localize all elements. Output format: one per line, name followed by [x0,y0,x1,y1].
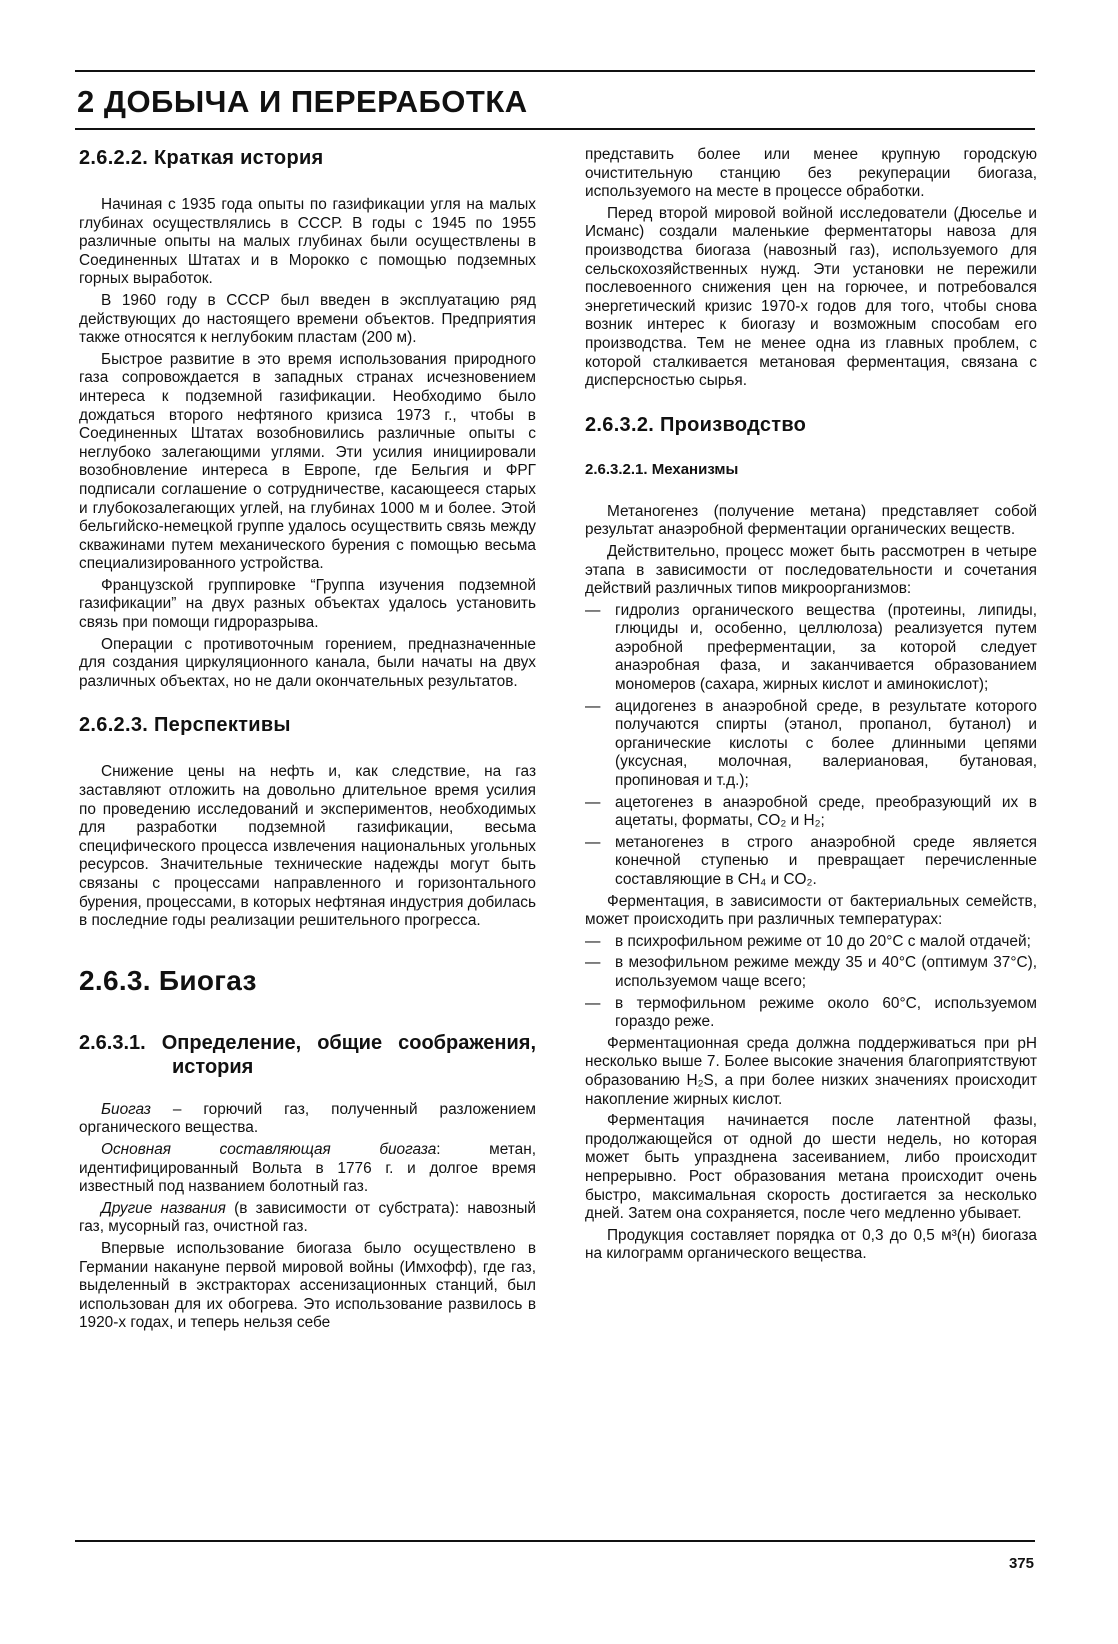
header-bottom-rule [75,128,1035,130]
term: Основная составляющая биогаза [101,1140,437,1158]
term: Другие названия [101,1199,226,1217]
page-number: 375 [1008,1555,1034,1572]
section-heading-history: 2.6.2.2. Краткая история [79,147,324,169]
paragraph: Перед второй мировой войной исследователи (Дюселье и Исманс) создали маленькие ферментаторы навоза для производства биогаза (навозный газ), используемого для сельскохозяйственных нужд. Эти установки не пережили послевоенного снижения цен на горючее, и потребовался энергетический кризис 1970-х годов для того, чтобы снова возник интерес к биогазу и возможным способам его производства. Тем не менее одна из главных проблем, с которой сталкивается метановая ферментация, связана с дисперсностью сырья. [585,204,1037,390]
list-item: — в мезофильном режиме между 35 и 40°С (оптимум 37°С), используемом чаще всего; [585,954,1037,991]
paragraph: Начиная с 1935 года опыты по газификации угля на малых глубинах осуществлялись в СССР. В годы с 1945 по 1955 различные опыты на малых глубинах были осуществлены в Соединенных Штатах и в Мороккo с помощью подземных горных выработок. [79,196,536,288]
list-item: — в психрофильном режиме от 10 до 20°С с малой отдачей; [585,933,1037,952]
paragraph: Продукция составляет порядка от 0,3 до 0,5 м³(н) биогаза на килограмм органического вещества. [585,1226,1037,1263]
list-item: — ацетогенез в анаэробной среде, преобразующий их в ацетаты, форматы, CO₂ и H₂; [585,794,1037,831]
definition-paragraph [79,1101,536,1138]
list-item: — в термофильном режиме около 60°С, используемом гораздо реже. [585,995,1037,1032]
temperature-list [585,933,1037,1032]
header-top-rule [75,70,1035,72]
term: Биогаз [101,1100,151,1118]
section-heading-biogas: 2.6.3. Биогаз [79,964,257,996]
definition-text: – горючий газ, полученный разложением органического вещества. [79,1100,536,1137]
paragraph: Метаногенез (получение метана) представляет собой результат анаэробной ферментации органических веществ. [585,502,1037,539]
stages-list [585,602,1037,890]
section-heading-prospects: 2.6.2.3. Перспективы [79,714,291,737]
definition-text: (в зависимости от субстрата): навозный газ, мусорный газ, очистной газ. [79,1199,536,1236]
subsection-heading-mechanisms: 2.6.3.2.1. Механизмы [585,460,739,478]
paragraph: Быстрое развитие в это время использования природного газа сопровождается в западных странах исчезновением интереса к подземной газификации. Необходимо было дождаться второго нефтяного кризиса 1973 г., чтобы в Соединенных Штатах возобновились различные опыты с неглубоко залегающими углями. Эти усилия инициировали возобновление интереса в Европе, где Бельгия и ФРГ подписали соглашение о сотрудничестве, касающееся старых и глубокозалегающих углей, на глубинах 1000 м и более. Этой бельгийско-немецкой группе удалось осуществить связь между скважинами путем механического бурения с помощью весьма специализированного устройства. [79,350,536,573]
list-item: — гидролиз органического вещества (протеины, липиды, глюциды и, особенно, целлюлоза) реализуется путем аэробной преферментации, за которой следует анаэробная фаза, и заканчивается образованием мономеров (сахара, жирных кислот и аминокислот); [585,602,1037,695]
right-column [585,146,1037,1267]
list-item: — метаногенез в строго анаэробной среде является конечной ступенью и превращает перечисленные составляющие в CH₄ и CO₂. [585,834,1037,890]
paragraph: Ферментация начинается после латентной фазы, продолжающейся от одной до шести недель, но которая может быть упразднена засеиванием, либо происходит непрерывно. Рост образования метана происходит очень быстро, максимальная скорость достигается за несколько дней. Затем она сохраняется, после чего медленно убывает. [585,1112,1037,1223]
section-heading-production: 2.6.3.2. Производство [585,413,807,436]
paragraph: Ферментация, в зависимости от бактериальных семейств, может происходить при различных температурах: [585,892,1037,929]
paragraph: Снижение цены на нефть и, как следствие, на газ заставляют отложить на довольно длительное время усилия по проведению исследований и экспериментов, необходимых для разработки подземной газификации, весьма специфического процесса извлечения национальных угольных ресурсов. Значительные технические надежды могут быть связаны с процессами направленного и горизонтального бурения, процессами, в которых нефтяная индустрия добилась в последние годы реализации решительного прогресса. [79,763,536,930]
paragraph: В 1960 году в СССР был введен в эксплуатацию ряд действующих до настоящего времени объектов. Предприятия также относятся к неглубоким пластам (200 м). [79,291,536,347]
paragraph: Французской группировке “Группа изучения подземной газификации” на двух разных объектах удалось установить связь при помощи гидроразрыва. [79,576,536,632]
paragraph: представить более или менее крупную городскую очистительную станцию без рекуперации биогаза, используемого на месте в процессе обработки. [585,146,1037,201]
paragraph: Операции с противоточным горением, предназначенные для создания циркуляционного канала, были начаты на двух различных объектах, но не дали окончательных результатов. [79,635,536,690]
chapter-title: 2 ДОБЫЧА И ПЕРЕРАБОТКА [77,84,528,119]
definition-paragraph [79,1141,536,1197]
definition-text: : метан, идентифицированный Вольта в 1776 г. и долгое время известный под названием болотный газ. [79,1140,536,1196]
paragraph: Впервые использование биогаза было осуществлено в Германии накануне первой мировой войны (Имхофф), где газ, выделенный в экстракторах ассенизационных станций, был использован для их обогрева. Это использование развилось в 1920-х годах, и теперь нельзя себе [79,1239,536,1332]
footer-rule [75,1540,1035,1542]
paragraph: Ферментационная среда должна поддерживаться при pH несколько выше 7. Более высокие значения благоприятствуют образованию H₂S, а при более низких значениях происходит накопление жирных кислот. [585,1034,1037,1108]
list-item: — ацидогенез в анаэробной среде, в результате которого получаются спирты (этанол, пропанол, бутанол) и органические кислоты с более длинными цепями (уксусная, молочная, валериановая, бутановая, пропиновая и т.д.); [585,698,1037,791]
definition-paragraph [79,1200,536,1237]
section-heading-definition: 2.6.3.1. Определение, общие соображения, история [79,1031,536,1078]
left-column [79,146,536,1336]
paragraph: Действительно, процесс может быть рассмотрен в четыре этапа в зависимости от последовательности и сочетания действий различных типов микроорганизмов: [585,542,1037,598]
